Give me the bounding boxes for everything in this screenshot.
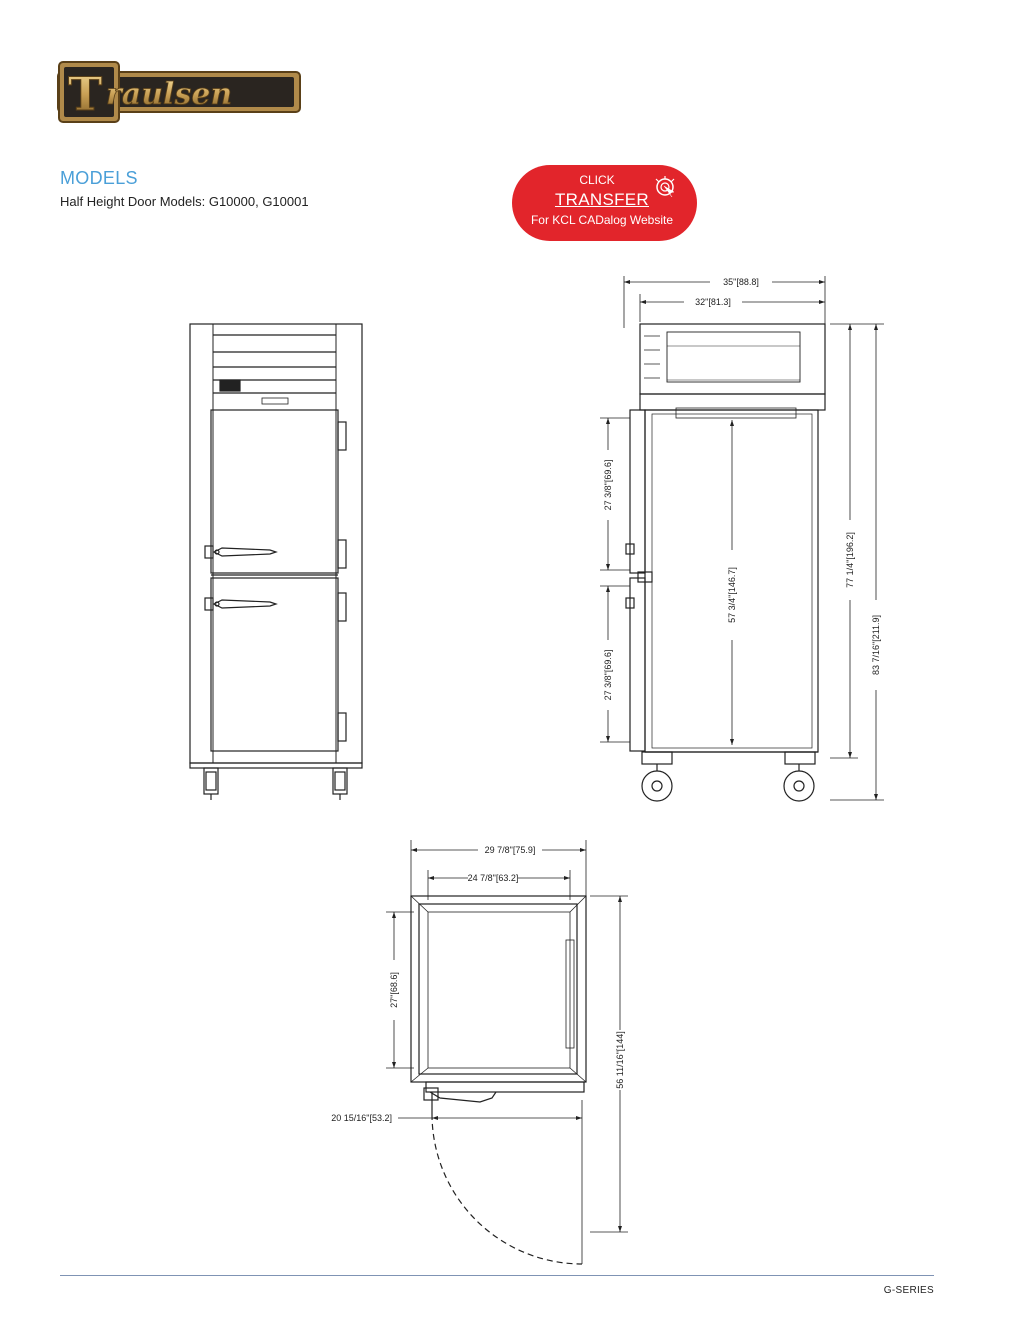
traulsen-logo: [56, 58, 302, 126]
dim-side-width-total: 35"[88.8]: [723, 277, 759, 287]
dim-side-width-inner: 32"[81.3]: [695, 297, 731, 307]
logo-wordmark: raulsen: [106, 77, 233, 112]
dim-door-lower: 27 3/8"[69.6]: [603, 649, 613, 701]
dim-interior-height: 57 3/4"[146.7]: [727, 567, 737, 623]
plan-view: [411, 896, 586, 1264]
dim-plan-width-total: 29 7/8"[75.9]: [484, 845, 536, 855]
transfer-click-label: CLICK: [579, 173, 615, 187]
click-cursor-icon: [652, 175, 678, 199]
svg-text:T: T: [68, 67, 103, 121]
series-label: G-SERIES: [883, 1285, 934, 1296]
dim-door-swing: 20 15/16"[53.2]: [331, 1113, 392, 1123]
side-view: [626, 324, 825, 801]
dimension-lines: [386, 276, 884, 1264]
transfer-subtitle: For KCL CADalog Website: [530, 213, 674, 227]
dim-overall-height: 83 7/16"[211.9]: [871, 614, 881, 676]
dim-cabinet-height: 77 1/4"[196.2]: [845, 532, 855, 588]
dim-plan-depth-open: 56 11/16"[144]: [615, 1031, 625, 1089]
transfer-label: TRANSFER: [554, 190, 649, 209]
models-list: Half Height Door Models: G10000, G10001: [60, 194, 309, 209]
transfer-button[interactable]: [512, 165, 697, 241]
models-title: MODELS: [60, 168, 138, 188]
dim-plan-depth-inner: 27"[68.6]: [389, 972, 399, 1008]
dim-plan-width-inner: 24 7/8"[63.2]: [467, 873, 519, 883]
front-view: [190, 324, 362, 800]
dim-door-upper: 27 3/8"[69.6]: [603, 459, 613, 511]
footer-divider: [60, 1275, 934, 1276]
